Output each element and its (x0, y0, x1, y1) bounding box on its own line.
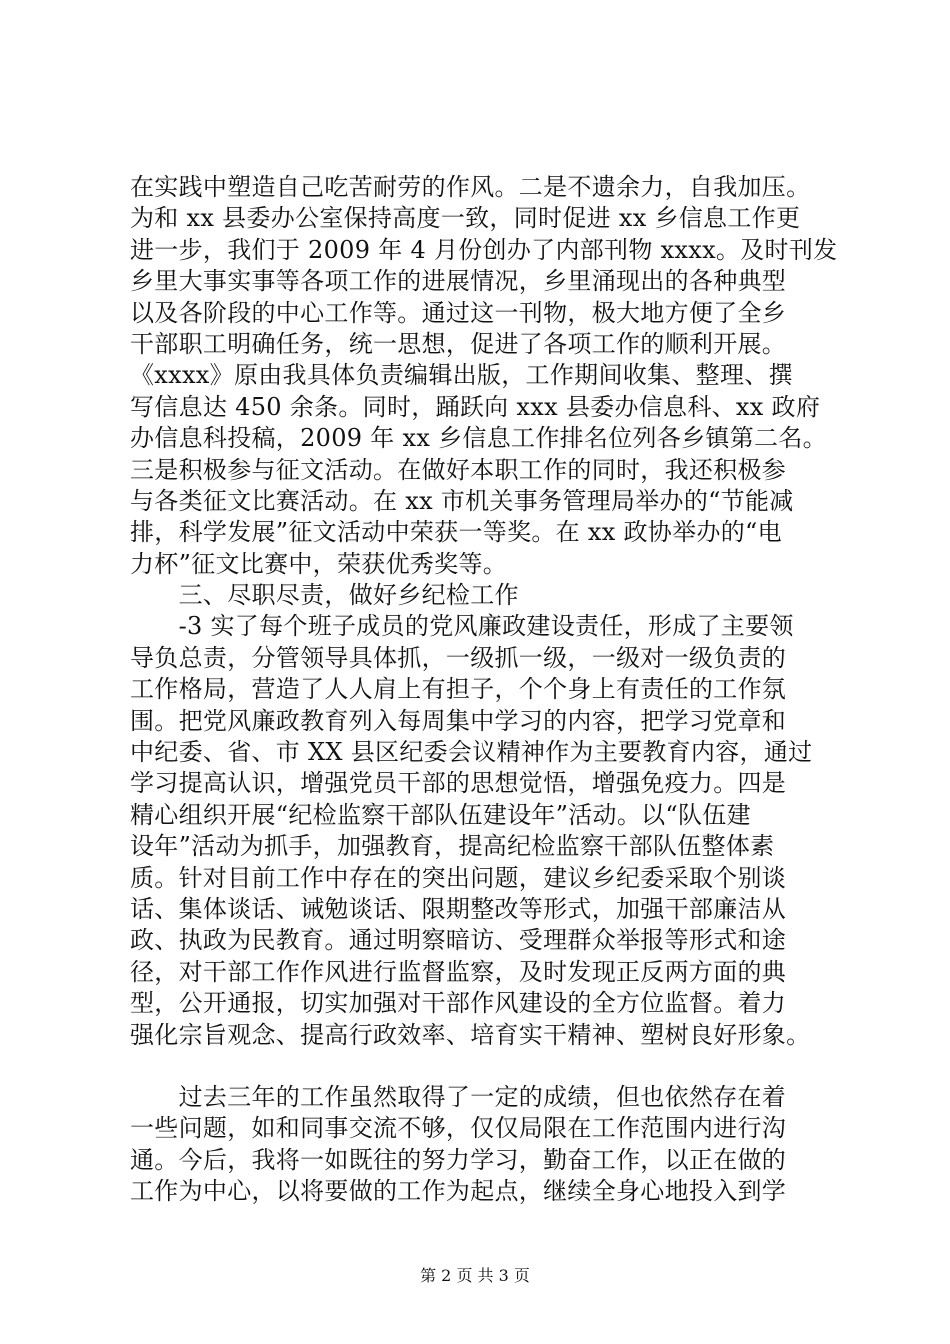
text-line: 通。今后，我将一如既往的努力学习，勤奋工作，以正在做的 (130, 1145, 787, 1174)
text-line: -3 实了每个班子成员的党风廉政建设责任，形成了主要领 (130, 612, 794, 641)
text-line: 围。把党风廉政教育列入每周集中学习的内容，把学习党章和 (130, 706, 787, 735)
text-line: 为和 xx 县委办公室保持高度一致，同时促进 xx 乡信息工作更 (130, 204, 801, 233)
text-line: 与各类征文比赛活动。在 xx 市机关事务管理局举办的“节能减 (130, 486, 794, 515)
text-line: 进一步，我们于 2009 年 4 月份创办了内部刊物 xxxx。及时刊发 (130, 235, 838, 264)
text-line: 乡里大事实事等各项工作的进展情况，乡里涌现出的各种典型 (130, 267, 787, 296)
text-line: 以及各阶段的中心工作等。通过这一刊物，极大地方便了全乡 (130, 298, 787, 327)
text-line: 学习提高认识，增强党员干部的思想觉悟，增强免疫力。四是 (130, 769, 787, 798)
text-line: 《xxxx》原由我具体负责编辑出版，工作期间收集、整理、撰 (130, 361, 793, 390)
text-line: 中纪委、省、市 XX 县区纪委会议精神作为主要教育内容，通过 (130, 738, 813, 767)
text-line: 工作为中心，以将要做的工作为起点，继续全身心地投入到学 (130, 1177, 787, 1206)
text-line: 强化宗旨观念、提高行政效率、培育实干精神、塑树良好形象。 (130, 1020, 811, 1049)
text-line: 在实践中塑造自己吃苦耐劳的作风。二是不遗余力，自我加压。 (130, 173, 811, 201)
text-line: 精心组织开展“纪检监察干部队伍建设年”活动。以“队伍建 (130, 800, 751, 829)
text-line: 设年”活动为抓手，加强教育，提高纪检监察干部队伍整体素 (130, 832, 775, 861)
text-line: 径，对干部工作作风进行监督监察，及时发现正反两方面的典 (130, 957, 787, 986)
page-footer: 第 2 页 共 3 页 (420, 1266, 530, 1285)
paragraph-gap (130, 1051, 850, 1082)
text-line: 三是积极参与征文活动。在做好本职工作的同时，我还积极参 (130, 455, 787, 484)
text-line: 质。针对目前工作中存在的突出问题，建议乡纪委采取个别谈 (130, 863, 787, 892)
section-heading: 三、尽职尽责，做好乡纪检工作 (130, 581, 519, 610)
text-line: 干部职工明确任务，统一思想，促进了各项工作的顺利开展。 (130, 329, 787, 358)
text-line: 工作格局，营造了人人肩上有担子，个个身上有责任的工作氛 (130, 675, 787, 704)
text-line: 写信息达 450 余条。同时，踊跃向 xxx 县委办信息科、xx 政府 (130, 392, 821, 421)
text-line: 导负总责，分管领导具体抓，一级抓一级，一级对一级负责的 (130, 643, 787, 672)
body-text (130, 172, 850, 1208)
text-line: 话、集体谈话、诫勉谈话、限期整改等形式，加强干部廉洁从 (130, 894, 787, 923)
text-line: 政、执政为民教育。通过明察暗访、受理群众举报等形式和途 (130, 926, 787, 955)
text-line: 一些问题，如和同事交流不够，仅仅局限在工作范围内进行沟 (130, 1114, 787, 1143)
text-line: 型，公开通报，切实加强对干部作风建设的全方位监督。着力 (130, 989, 787, 1018)
text-line: 过去三年的工作虽然取得了一定的成绩，但也依然存在着 (130, 1082, 787, 1111)
text-line: 排，科学发展”征文活动中荣获一等奖。在 xx 政协举办的“电 (130, 518, 782, 547)
text-line: 办信息科投稿，2009 年 xx 乡信息工作排名位列各乡镇第二名。 (130, 424, 827, 453)
text-line: 力杯”征文比赛中，荣获优秀奖等。 (130, 549, 508, 578)
